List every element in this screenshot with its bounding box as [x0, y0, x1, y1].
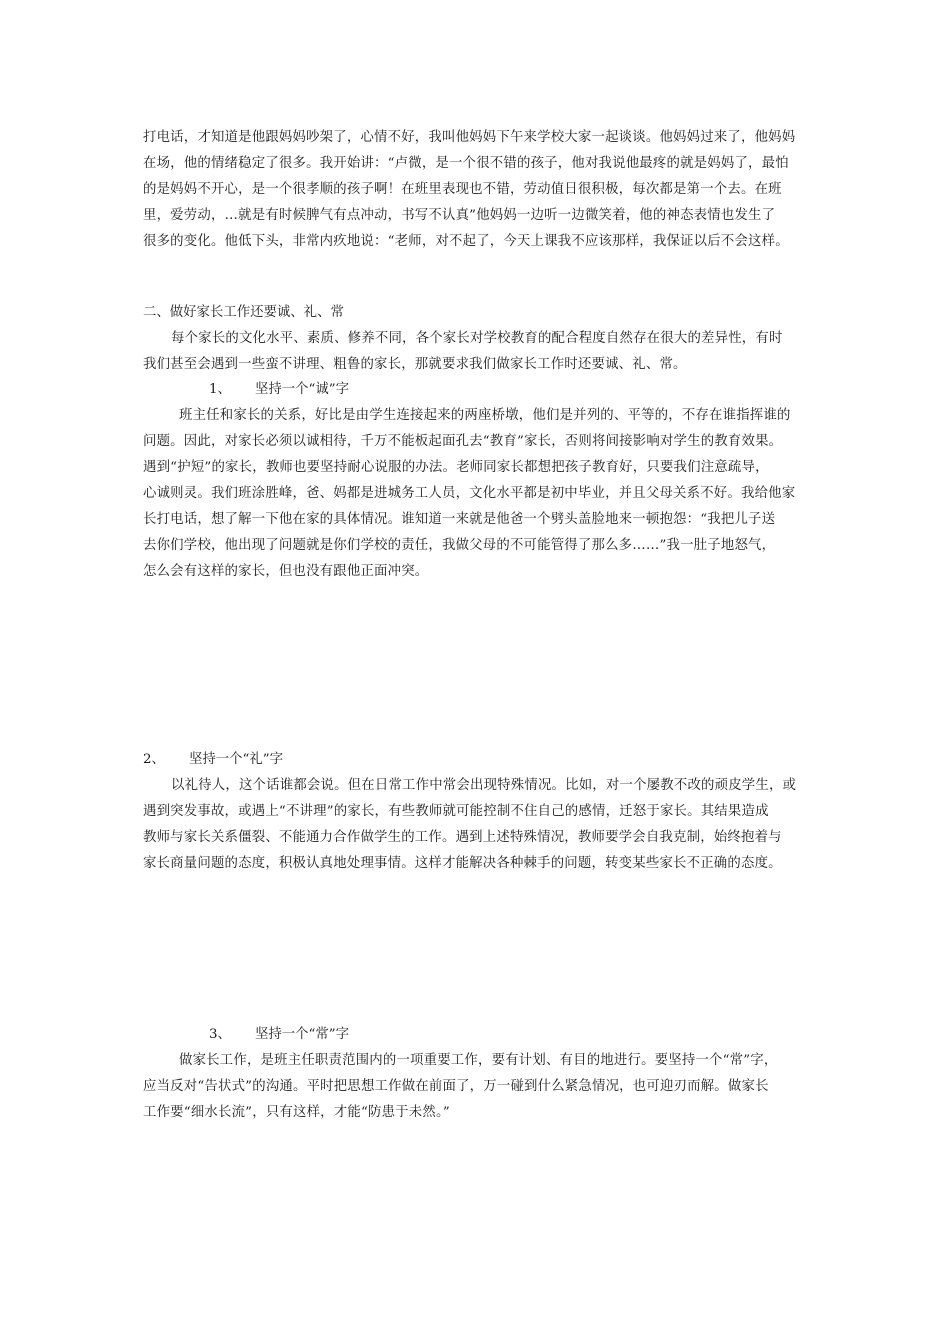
paragraph-line: 在场，他的情绪稳定了很多。我开始讲：“卢微，是一个很不错的孩子，他对我说他最疼的就是妈妈了，最怕: [143, 156, 789, 171]
paragraph-line: 问题。因此，对家长必须以诚相待，千万不能板起面孔去“教育”家长，否则将间接影响对学生的教育效果。: [143, 434, 783, 449]
paragraph-line: 班主任和家长的关系，好比是由学生连接起来的两座桥墩，他们是并列的、平等的，不存在谁指挥谁的: [179, 408, 791, 423]
paragraph-line: 应当反对“告状式”的沟通。平时把思想工作做在前面了，万一碰到什么紧急情况，也可迎刃而解。做家长: [143, 1079, 769, 1094]
paragraph-line: 工作要“细水长流”，只有这样，才能“防患于未然。”: [143, 1105, 450, 1120]
paragraph-line: 遇到“护短”的家长，教师也要坚持耐心说服的办法。老师同家长都想把孩子教育好，只要我们注意疏导，: [143, 460, 769, 475]
paragraph-line: 心诚则灵。我们班涂胜峰，爸、妈都是进城务工人员，文化水平都是初中毕业，并且父母关系不好。我给他家: [143, 486, 796, 501]
intro-paragraph: [143, 125, 808, 255]
paragraph-line: 家长商量问题的态度，积极认真地处理事情。这样才能解决各种棘手的问题，转变某些家长不正确的态度。: [143, 856, 782, 871]
item-3-paragraph: [143, 1048, 808, 1126]
item-2-heading: [143, 747, 283, 773]
paragraph-line: 我们甚至会遇到一些蛮不讲理、粗鲁的家长，那就要求我们做家长工作时还要诚、礼、常。: [143, 357, 687, 372]
section-heading: 二、做好家长工作还要诚、礼、常: [143, 305, 344, 320]
paragraph-line: 长打电话，想了解一下他在家的具体情况。谁知道一来就是他爸一个劈头盖脸地来一顿抱怨：“我把儿子送: [143, 512, 776, 527]
item-number: 2、: [143, 752, 165, 767]
item-title: 坚持一个“常”字: [255, 1027, 350, 1042]
item-1-heading: [209, 377, 349, 403]
paragraph-line: 遇到突发事故，或遇上“不讲理”的家长，有些教师就可能控制不住自己的感情，迁怒于家长。其结果造成: [143, 804, 769, 819]
paragraph-line: 很多的变化。他低下头，非常内疚地说：“老师，对不起了，今天上课我不应该那样，我保证以后不会这样。: [143, 234, 789, 249]
paragraph-line: 教师与家长关系僵裂、不能通力合作做学生的工作。遇到上述特殊情况，教师要学会自我克制，始终抱着与: [143, 830, 782, 845]
item-number: 1、: [209, 382, 231, 397]
paragraph-line: 去你们学校，他出现了问题就是你们学校的责任，我做父母的不可能管得了那么多……”我一肚子地怒气，: [143, 538, 776, 553]
item-2-paragraph: [143, 773, 808, 877]
item-1-paragraph: [143, 403, 808, 585]
paragraph-line: 的是妈妈不开心，是一个很孝顺的孩子啊！在班里表现也不错，劳动值日很积极，每次都是第一个去。在班: [143, 182, 782, 197]
item-3-heading: [209, 1022, 349, 1048]
item-number: 3、: [209, 1027, 231, 1042]
section-intro-paragraph: [143, 326, 808, 378]
paragraph-line: 怎么会有这样的家长，但也没有跟他正面冲突。: [143, 564, 429, 579]
item-title: 坚持一个“诚”字: [255, 382, 350, 397]
paragraph-line: 里，爱劳动，…就是有时候脾气有点冲动，书写不认真”他妈妈一边听一边微笑着，他的神态表情也发生了: [143, 208, 776, 223]
paragraph-line: 每个家长的文化水平、素质、修养不同，各个家长对学校教育的配合程度自然存在很大的差异性，有时: [171, 331, 783, 346]
item-title: 坚持一个“礼”字: [189, 752, 284, 767]
paragraph-line: 以礼待人，这个话谁都会说。但在日常工作中常会出现特殊情况。比如，对一个屡教不改的顽皮学生，或: [171, 778, 797, 793]
paragraph-line: 做家长工作，是班主任职责范围内的一项重要工作，要有计划、有目的地进行。要坚持一个“常”字，: [179, 1053, 778, 1068]
paragraph-line: 打电话，才知道是他跟妈妈吵架了，心情不好，我叫他妈妈下午来学校大家一起谈谈。他妈妈过来了，他妈妈: [143, 130, 796, 145]
